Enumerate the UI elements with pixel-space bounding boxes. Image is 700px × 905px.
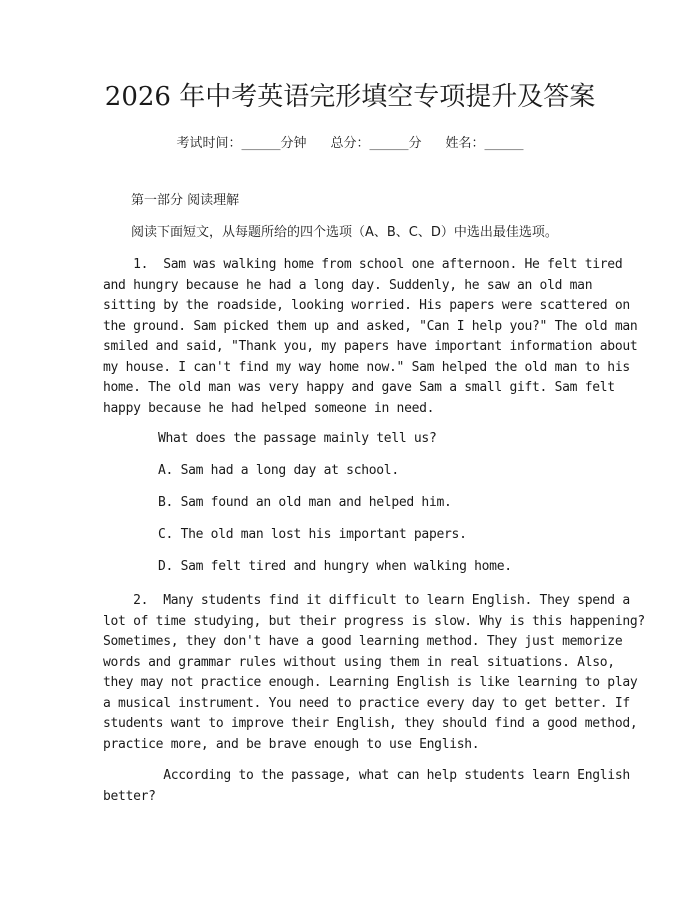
student-name-field: 姓名：______ <box>445 136 524 151</box>
passage-line: 2. Many students find it difficult to learn English. They spend a <box>103 593 630 608</box>
passage-line: practice more, and be brave enough to use English. <box>103 736 480 752</box>
question-1-option-c: C. The old man lost his important papers. <box>158 527 467 542</box>
passage-line: lot of time studying, but their progress is slow. Why is this happening? <box>103 613 645 629</box>
passage-line: sitting by the roadside, looking worried. His papers were scattered on <box>103 298 630 313</box>
total-score-field: 总分：______分 <box>330 136 422 151</box>
passage-line: Sometimes, they don't have a good learning method. They just memorize <box>103 634 623 649</box>
question-line: better? <box>103 788 156 804</box>
passage-line: a musical instrument. You need to practice every day to get better. If <box>103 695 630 711</box>
question-line: According to the passage, what can help students learn English <box>103 768 630 783</box>
question-1-option-d: D. Sam felt tired and hungry when walking home. <box>158 559 512 574</box>
passage-line: they may not practice enough. Learning English is like learning to play <box>103 675 638 690</box>
passage-line: students want to improve their English, they should find a good method, <box>103 716 638 731</box>
page-title: 2026 年中考英语完形填空专项提升及答案 <box>104 82 596 112</box>
exam-time-field: 考试时间：______分钟 <box>176 136 307 151</box>
passage-line: home. The old man was very happy and gave Sam a small gift. Sam felt <box>103 380 615 395</box>
passage-line: 1. Sam was walking home from school one afternoon. He felt tired <box>103 257 623 272</box>
section-heading: 第一部分 阅读理解 <box>131 193 240 208</box>
question-2-stem <box>103 766 630 807</box>
question-1-passage <box>103 255 638 419</box>
passage-line: smiled and said, "Thank you, my papers have important information about <box>103 339 638 354</box>
passage-line: the ground. Sam picked them up and asked, "Can I help you?" The old man <box>103 318 638 334</box>
question-1-stem: What does the passage mainly tell us? <box>158 431 437 446</box>
passage-line: words and grammar rules without using them in real situations. Also, <box>103 654 615 670</box>
passage-line: my house. I can't find my way home now." Sam helped the old man to his <box>103 359 630 375</box>
section-instruction: 阅读下面短文，从每题所给的四个选项（A、B、C、D）中选出最佳选项。 <box>131 225 558 240</box>
passage-line: and hungry because he had a long day. Suddenly, he saw an old man <box>103 277 593 293</box>
passage-line: happy because he had helped someone in need. <box>103 400 435 416</box>
question-1-option-b: B. Sam found an old man and helped him. <box>158 495 452 510</box>
question-2-passage <box>103 591 645 755</box>
exam-meta <box>0 132 700 151</box>
question-1-option-a: A. Sam had a long day at school. <box>158 463 399 478</box>
